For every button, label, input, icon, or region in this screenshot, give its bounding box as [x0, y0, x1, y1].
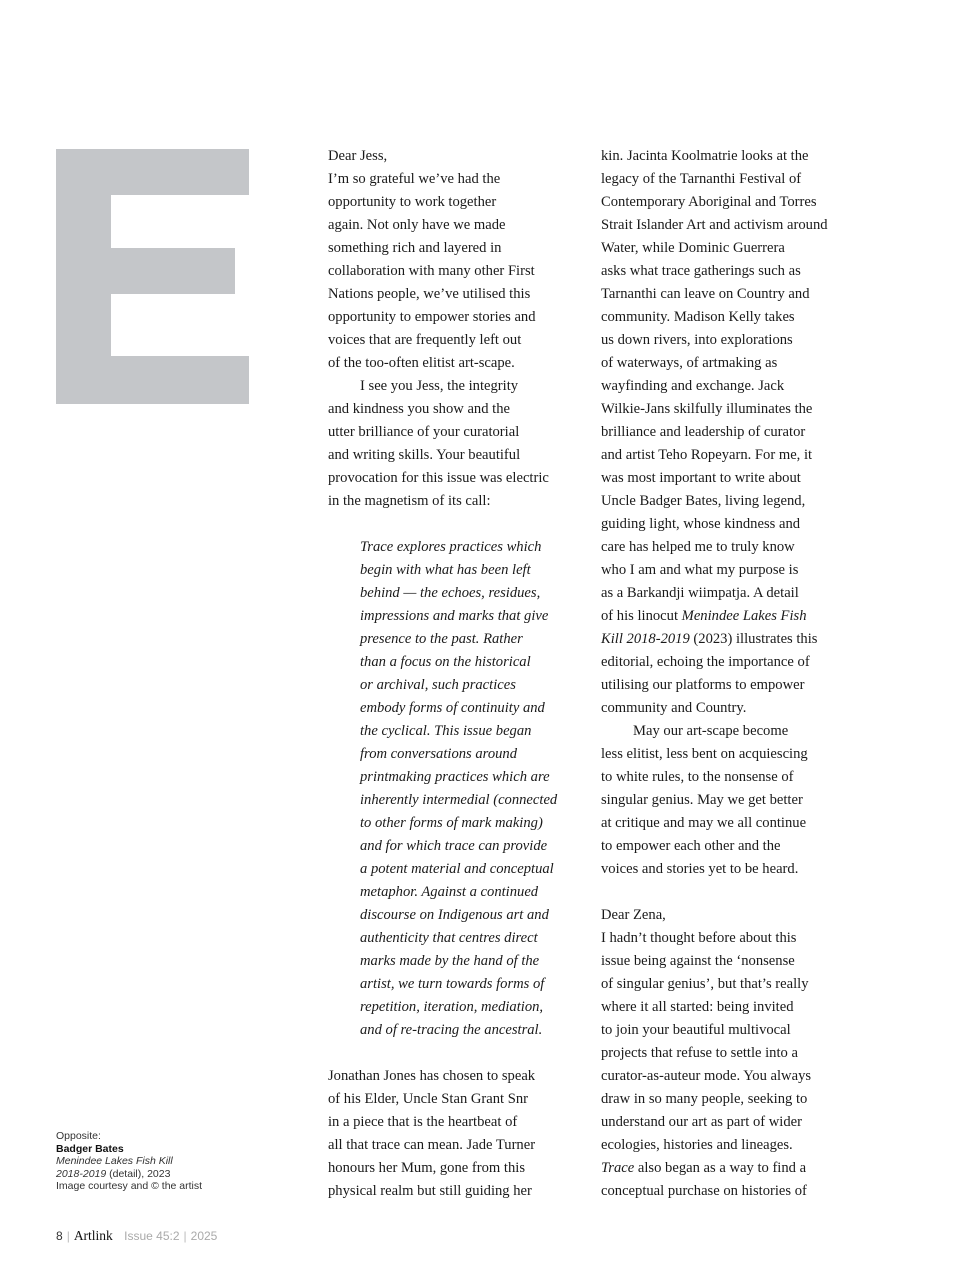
- magazine-name: Artlink: [73, 1228, 113, 1243]
- quote-line: authenticity that centres direct: [360, 930, 538, 946]
- quote-line: marks made by the hand of the: [360, 953, 540, 969]
- paragraph-reply: [601, 927, 866, 1203]
- text-line: and kindness you show and the: [328, 401, 510, 417]
- quote-line: behind — the echoes, residues,: [360, 585, 541, 601]
- text-line: provocation for this issue was electric: [328, 470, 549, 486]
- text-line: care has helped me to truly know: [601, 539, 795, 555]
- text-line: something rich and layered in: [328, 240, 502, 256]
- issue-year: 2025: [190, 1229, 218, 1243]
- text-line: Tarnanthi can leave on Country and: [601, 286, 810, 302]
- footer-separator: |: [66, 1229, 70, 1243]
- artwork-title: Menindee Lakes Fish: [681, 608, 807, 624]
- quote-line: to other forms of mark making): [360, 815, 543, 831]
- text-line: guiding light, whose kindness and: [601, 516, 801, 532]
- greeting-zena: Dear Zena,: [601, 907, 666, 923]
- caption-credit: Image courtesy and © the artist: [56, 1180, 203, 1192]
- text-line: utter brilliance of your curatorial: [328, 424, 520, 440]
- quote-line: and for which trace can provide: [360, 838, 548, 854]
- quote-line: and of re-tracing the ancestral.: [360, 1022, 543, 1038]
- quote-line: or archival, such practices: [360, 677, 516, 693]
- text-line: I see you Jess, the integrity: [360, 378, 519, 394]
- text-line: Trace also began as a way to find a: [601, 1160, 807, 1176]
- text-line: brilliance and leadership of curator: [601, 424, 806, 440]
- text-line: was most important to write about: [601, 470, 801, 486]
- caption-title-detail: 2018-2019 (detail), 2023: [56, 1167, 171, 1180]
- text-line: to white rules, to the nonsense of: [601, 769, 794, 785]
- footer-separator: |: [183, 1229, 187, 1243]
- footer-separator: [113, 1229, 124, 1243]
- text-line: where it all started: being invited: [601, 999, 794, 1015]
- text-line: May our art-scape become: [633, 723, 789, 739]
- text-line: Nations people, we’ve utilised this: [328, 286, 531, 302]
- quote-line: a potent material and conceptual: [360, 861, 554, 877]
- text-line: I hadn’t thought before about this: [601, 930, 797, 946]
- quote-line: discourse on Indigenous art and: [360, 907, 549, 923]
- caption-label: Opposite:: [56, 1130, 101, 1142]
- paragraph-see-you: [328, 375, 586, 513]
- text-line: again. Not only have we made: [328, 217, 506, 233]
- text-line: and artist Teho Ropeyarn. For me, it: [601, 447, 813, 463]
- image-caption: [56, 1130, 276, 1193]
- text-line: utilising our platforms to empower: [601, 677, 805, 693]
- quote-line: the cyclical. This issue began: [360, 723, 532, 739]
- text-line: Strait Islander Art and activism around: [601, 217, 828, 233]
- issue-number: Issue 45:2: [124, 1229, 180, 1243]
- text-line: asks what trace gatherings such as: [601, 263, 801, 279]
- paragraph-gap: [601, 881, 866, 904]
- text-line: I’m so grateful we’ve had the: [328, 171, 501, 187]
- text-line: Uncle Badger Bates, living legend,: [601, 493, 806, 509]
- text-line: and writing skills. Your beautiful: [328, 447, 521, 463]
- quote-line: Trace explores practices which: [360, 539, 542, 555]
- text-line: conceptual purchase on histories of: [601, 1183, 807, 1199]
- text-line: draw in so many people, seeking to: [601, 1091, 808, 1107]
- block-quote: [328, 536, 586, 1042]
- text-line: community. Madison Kelly takes: [601, 309, 795, 325]
- text-line: voices that are frequently left out: [328, 332, 522, 348]
- quote-line: impressions and marks that give: [360, 608, 549, 624]
- text-line: Jonathan Jones has chosen to speak: [328, 1068, 536, 1084]
- text-line: projects that refuse to settle into a: [601, 1045, 798, 1061]
- quote-line: inherently intermedial (connected: [360, 792, 558, 808]
- text-line: curator-as-auteur mode. You always: [601, 1068, 812, 1084]
- text-line: issue being against the ‘nonsense: [601, 953, 795, 969]
- text-column-2: [601, 145, 866, 1203]
- text-line: less elitist, less bent on acquiescing: [601, 746, 808, 762]
- text-line: understand our art as part of wider: [601, 1114, 802, 1130]
- text-line: all that trace can mean. Jade Turner: [328, 1137, 536, 1153]
- text-line: as a Barkandji wiimpatja. A detail: [601, 585, 799, 601]
- text-line: to empower each other and the: [601, 838, 781, 854]
- page-footer: [56, 1228, 217, 1244]
- paragraph-gap: [328, 513, 586, 536]
- drop-cap-letter-e: [56, 149, 249, 404]
- text-line: to join your beautiful multivocal: [601, 1022, 791, 1038]
- text-line: honours her Mum, gone from this: [328, 1160, 525, 1176]
- text-line: of his Elder, Uncle Stan Grant Snr: [328, 1091, 529, 1107]
- quote-line: printmaking practices which are: [360, 769, 550, 785]
- text-line: community and Country.: [601, 700, 747, 716]
- quote-line: than a focus on the historical: [360, 654, 531, 670]
- text-line: physical realm but still guiding her: [328, 1183, 532, 1199]
- text-line: of the too-often elitist art-scape.: [328, 355, 515, 371]
- issue-title: Trace: [601, 1160, 635, 1176]
- text-line: voices and stories yet to be heard.: [601, 861, 799, 877]
- caption-artist: Badger Bates: [56, 1142, 124, 1155]
- text-line: ecologies, histories and lineages.: [601, 1137, 793, 1153]
- text-line: opportunity to work together: [328, 194, 497, 210]
- text-line: in the magnetism of its call:: [328, 493, 491, 509]
- quote-line: metaphor. Against a continued: [360, 884, 539, 900]
- quote-line: repetition, iteration, mediation,: [360, 999, 544, 1015]
- quote-line: embody forms of continuity and: [360, 700, 545, 716]
- caption-title: Menindee Lakes Fish Kill: [56, 1155, 173, 1167]
- text-line: Water, while Dominic Guerrera: [601, 240, 785, 256]
- text-line: singular genius. May we get better: [601, 792, 803, 808]
- text-line: editorial, echoing the importance of: [601, 654, 810, 670]
- paragraph-art-scape: [601, 720, 866, 881]
- text-line: Wilkie-Jans skilfully illuminates the: [601, 401, 813, 417]
- text-line: of waterways, of artmaking as: [601, 355, 778, 371]
- text-line: Contemporary Aboriginal and Torres: [601, 194, 817, 210]
- drop-cap-shape: [56, 149, 249, 404]
- paragraph-contributors: [328, 1065, 586, 1203]
- artwork-title: Kill 2018-2019: [601, 631, 690, 647]
- text-line: us down rivers, into explorations: [601, 332, 793, 348]
- text-line: in a piece that is the heartbeat of: [328, 1114, 518, 1130]
- quote-line: begin with what has been left: [360, 562, 531, 578]
- greeting-jess: Dear Jess,: [328, 148, 388, 164]
- quote-line: artist, we turn towards forms of: [360, 976, 545, 992]
- text-line: legacy of the Tarnanthi Festival of: [601, 171, 802, 187]
- text-line: of his linocut Menindee Lakes Fish: [601, 608, 807, 624]
- text-line: of singular genius’, but that’s really: [601, 976, 809, 992]
- text-line: at critique and may we all continue: [601, 815, 807, 831]
- page-number: 8: [56, 1229, 63, 1243]
- text-line: opportunity to empower stories and: [328, 309, 536, 325]
- quote-line: from conversations around: [360, 746, 518, 762]
- paragraph-contributors-continued: [601, 145, 866, 720]
- paragraph-gratitude: [328, 168, 586, 375]
- text-line: collaboration with many other First: [328, 263, 535, 279]
- text-line: who I am and what my purpose is: [601, 562, 799, 578]
- quote-line: presence to the past. Rather: [360, 631, 523, 647]
- text-column-1: [328, 145, 586, 1203]
- text-line: wayfinding and exchange. Jack: [601, 378, 785, 394]
- text-line: kin. Jacinta Koolmatrie looks at the: [601, 148, 809, 164]
- paragraph-gap: [328, 1042, 586, 1065]
- text-line: Kill 2018-2019 (2023) illustrates this: [601, 631, 818, 647]
